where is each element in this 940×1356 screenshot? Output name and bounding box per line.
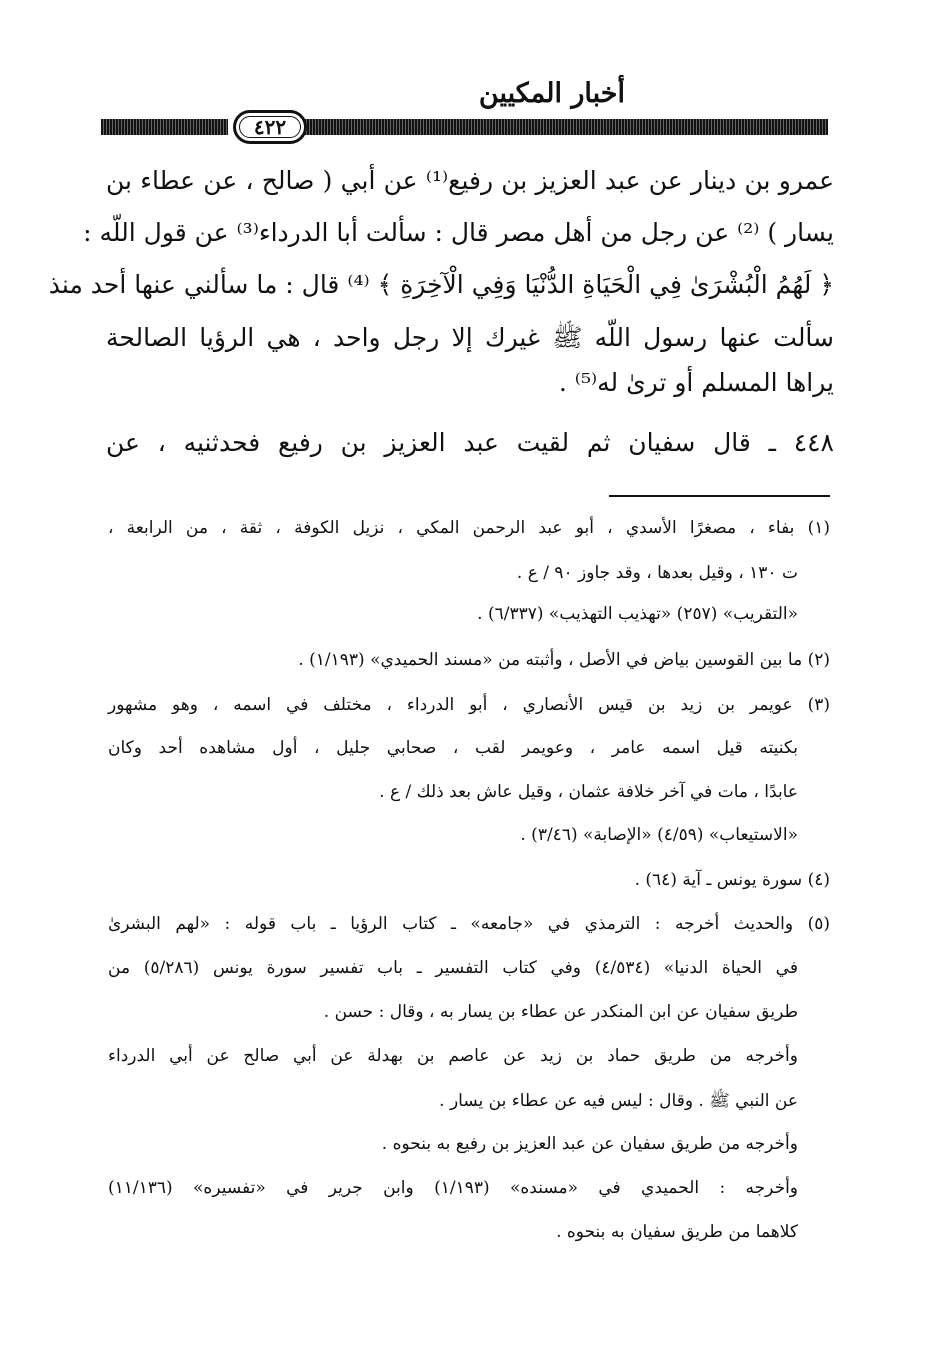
footnote-line: (٣) عويمر بن زيد بن قيس الأنصاري ، أبو الدرداء ، مختلف في اسمه ، وهو مشهور [108, 695, 830, 715]
footnote-line: عن النبي ﷺ . وقال : ليس فيه عن عطاء بن يسار . [439, 1091, 798, 1111]
footnote-separator [609, 495, 830, 497]
body-line: يراها المسلم أو ترىٰ له⁽⁵⁾ . [558, 368, 834, 397]
footnote-line: (٢) ما بين القوسين بياض في الأصل ، وأثبته من «مسند الحميدي» (١/١٩٣) . [298, 650, 830, 670]
footnote-line: (٤) سورة يونس ـ آية (٦٤) . [634, 870, 830, 890]
footnote-line: وأخرجه : الحميدي في «مسنده» (١/١٩٣) وابن جرير في «تفسيره» (١١/١٣٦) [108, 1178, 799, 1198]
footnote-line: (١) بفاء ، مصغرًا الأسدي ، أبو عبد الرحمن المكي ، نزيل الكوفة ، ثقة ، من الرابعة ، [108, 518, 830, 538]
header-rule-left [101, 119, 228, 135]
body-line: ﴿ لَهُمُ الْبُشْرَىٰ فِي الْحَيَاةِ الدُّنْيَا وَفِي الْآخِرَةِ ﴾ ⁽⁴⁾ قال : ما سألني عنها أحد منذ [48, 270, 834, 299]
body-line: عمرو بن دينار عن عبد العزيز بن رفيع⁽¹⁾ عن أبي ( صالح ، عن عطاء بن [106, 166, 834, 195]
body-line: ٤٤٨ ـ قال سفيان ثم لقيت عبد العزيز بن رفيع فحدثنيه ، عن [106, 428, 834, 457]
footnote-line: (٥) والحديث أخرجه : الترمذي في «جامعه» ـ كتاب الرؤيا ـ باب قوله : «لهم البشرىٰ [108, 914, 830, 934]
footnote-line: ت ١٣٠ ، وقيل بعدها ، وقد جاوز ٩٠ / ع . [516, 563, 798, 583]
footnote-line: وأخرجه من طريق حماد بن زيد عن عاصم بن بهدلة عن أبي صالح عن أبي الدرداء [108, 1046, 798, 1066]
footnote-line: عابدًا ، مات في آخر خلافة عثمان ، وقيل عاش بعد ذلك / ع . [379, 782, 798, 802]
body-line: يسار ) ⁽²⁾ عن رجل من أهل مصر قال : سألت أبا الدرداء⁽³⁾ عن قول اللّه : [83, 218, 834, 247]
footnote-line: طريق سفيان عن ابن المنكدر عن عطاء بن يسار به ، وقال : حسن . [323, 1002, 798, 1022]
footnote-line: بكنيته قيل اسمه عامر ، وعويمر لقب ، صحابي جليل ، أول مشاهده أحد وكان [108, 738, 798, 758]
running-title: أخبار المكيين [478, 78, 625, 109]
footnote-line: «الاستيعاب» (٤/٥٩) «الإصابة» (٣/٤٦) . [520, 825, 798, 845]
header-rule-right [304, 119, 828, 135]
page-number: ٤٢٢ [233, 110, 307, 144]
footnote-line: «التقريب» (٢٥٧) «تهذيب التهذيب» (٦/٣٣٧) . [477, 604, 798, 624]
footnote-line: في الحياة الدنيا» (٤/٥٣٤) وفي كتاب التفسير ـ باب تفسير سورة يونس (٥/٢٨٦) من [108, 958, 798, 978]
footnote-line: كلاهما من طريق سفيان به بنحوه . [556, 1222, 798, 1242]
footnote-line: وأخرجه من طريق سفيان عن عبد العزيز بن رفيع به بنحوه . [381, 1134, 798, 1154]
body-line: سألت عنها رسول اللّه ﷺ غيرك إلا رجل واحد ، هي الرؤيا الصالحة [106, 323, 834, 352]
